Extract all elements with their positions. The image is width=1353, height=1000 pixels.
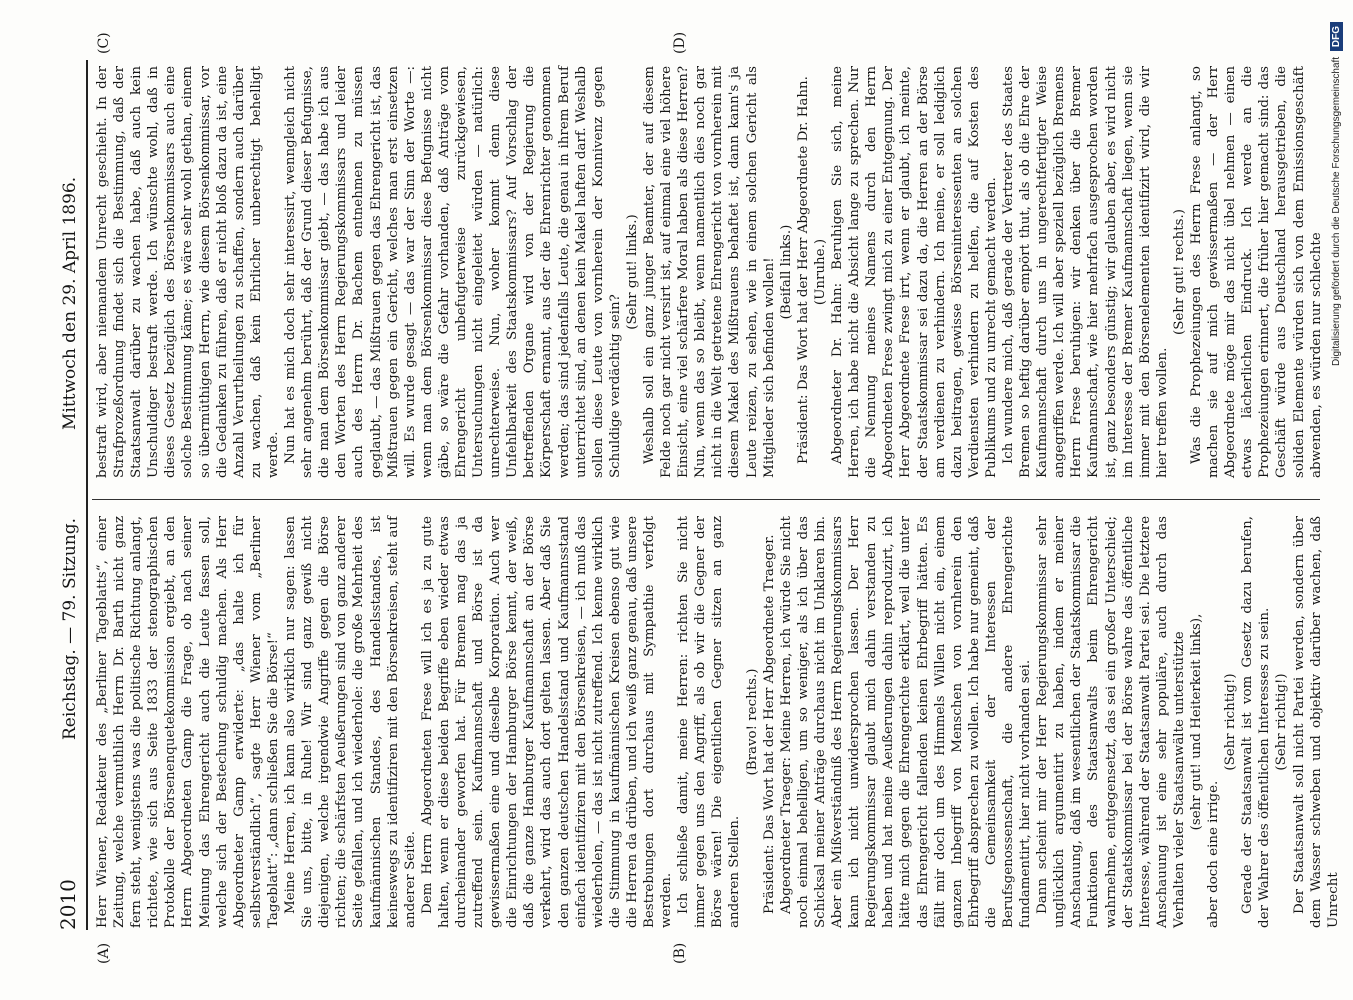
paragraph: Was die Prophezeiungen des Herrn Frese anlangt, so machen sie auf mich gewissermaßen — der Herr Abgeordnete möge mir das nicht übel nehmen — einen etwas lächerlichen Eindruck. Ich werde an die Prophezeiungen erinnert, die früher hier gemacht sind: das Geschäft würde aus Deutschland herausgetrieben, die soliden Elemente würden sich von dem Emissionsgeschäft abwenden, es würden nur schlechte	[1189, 66, 1324, 478]
interjection: (Unruhe.)	[812, 238, 828, 306]
interjection: (Beifall links.)	[778, 224, 794, 320]
margin-marker-d: (D)	[672, 31, 688, 54]
interjection: (Sehr richtig!)	[1274, 673, 1290, 771]
paragraph: Dann scheint mir der Herr Regierungskommissar sehr unglücklich argumentirt zu haben, indem er meiner Anschauung, daß im wesentlichen der Staatskommissar die Funktionen des Staatsanwalts beim Ehrengericht wahrnehme, entgegensetzt, das sei ein großer Unterschied; der Staatskommissar bei der Börse wahre das öffentliche Interesse, während der Staatsanwalt Partei sei. Die letztere Anschauung ist eine sehr populäre, auch durch das Verhalten vieler Staatsanwälte unterstützte	[1035, 516, 1187, 928]
paragraph: Ich wundere mich, daß gerade der Vertreter des Staates Bremen so heftig darüber empört thut, als ob die Ehre der Kaufmannschaft durch uns in ungerechtfertigter Weise angegriffen werde. Ich will aber speziell bezüglich Bremens Herrn Frese beruhigen: wir denken über die Bremer Kaufmannschaft, wie hier mehrfach ausgesprochen worden ist, ganz besonders günstig; wir glauben aber, es wird nicht im Interesse der Bremer Kaufmannschaft liegen, wenn sie immer mit den Börsenelementen identifizirt wird, die wir hier treffen wollen.	[1000, 66, 1170, 478]
paragraph: Dem Herrn Abgeordneten Frese will ich es ja zu gute halten, wenn er diese beiden Begriffe eben wieder etwas durcheinander geworfen hat. Für Bremen mag das ja zutreffend sein. Kaufmannschaft und Börse ist da gewissermaßen eine und dieselbe Korporation. Auch wer die Einrichtungen der Hamburger Börse kennt, der weiß, daß die ganze Hamburger Kaufmannschaft an der Börse verkehrt, wird das auch dort gelten lassen. Aber daß Sie den ganzen deutschen Handelsstand und Kaufmannsstand einfach identifiziren mit den Börsenkreisen, — ich muß das wiederholen, — das ist nicht zutreffend. Ich kenne wirklich die Stimmung in kaufmännischen Kreisen ebenso gut wie die Herren da drüben, und ich weiß ganz genau, daß unsere Bestrebungen dort durchaus mit Sympathie verfolgt werden.	[419, 516, 675, 928]
paragraph: Gerade der Staatsanwalt ist vom Gesetz dazu berufen, der Wahrer des öffentlichen Interesses zu sein.	[1240, 516, 1273, 928]
column-divider	[92, 499, 1320, 500]
page-number: 2010	[56, 879, 80, 930]
left-column	[94, 516, 1341, 928]
paragraph: Herr Wiener, Redakteur des „Berliner Tageblatts“, einer Zeitung, welche vermuthlich Herrn Dr. Barth nicht ganz fern steht, wenigstens was die politische Richtung anlangt, richtete, wie sich aus Seite 1833 der stenographischen Protokolle der Börsenenquetekommission ergiebt, an den Herrn Abgeordneten Gamp die Frage, ob nach seiner Meinung das Ehrengericht auch die Leute fassen soll, welche sich der Bestechung schuldig machen. Als Herr Abgeordneter Gamp erwiderte: „das halte ich für selbstverständlich“, sagte Herr Wiener vom „Berliner Tageblatt“: „dann schließen Sie die Börse!“	[95, 516, 281, 928]
interjection: (Sehr richtig!)	[1223, 673, 1239, 771]
dfg-logo: DFG	[1330, 22, 1343, 51]
paragraph: Nun hat es mich doch sehr interessirt, wenngleich nicht sehr angenehm berührt, daß der Grund dieser Befugnisse, die man dem Börsenkommissar giebt, — das habe ich aus den Worten des Herrn Regierungskommissars und leider auch des Herrn Dr. Bachem entnehmen zu müssen geglaubt, — das Mißtrauen gegen das Ehrengericht ist, das Mißtrauen gegen ein Gericht, welches man erst einsetzen will. Es wurde gesagt — das war der Sinn der Worte —: wenn man dem Börsenkommissar diese Befugnisse nicht gäbe, so wäre die Gefahr vorhanden, daß Anträge vom Ehrengericht unbefugterweise zurückgewiesen, Untersuchungen nicht eingeleitet würden — natürlich: unrechterweise. Nun, woher kommt denn diese Unfehlbarkeit des Staatskommissars? Auf Vorschlag der betreffenden Organe wird von der Regierung die Körperschaft ernannt, aus der die Ehrenrichter genommen werden; das sind jedenfalls Leute, die genau in ihrem Beruf unterrichtet sind, an denen kein Makel haften darf. Weshalb sollen diese Leute von vornherein der Konnivenz gegen Schuldige verdächtig sein?	[283, 66, 623, 478]
interjection: (Sehr gut! rechts.)	[1171, 209, 1187, 336]
credit-text: Digitalisierung gefördert durch die Deutsche Forschungsgemeinschaft	[1331, 56, 1342, 366]
paragraph: aber doch eine irrige.	[1206, 780, 1222, 928]
interjection: (Bravo! rechts.)	[744, 668, 760, 776]
page-header	[40, 60, 80, 930]
paragraph: Abgeordneter Traeger: Meine Herren, ich würde Sie nicht noch einmal behelligen, um so weniger, als ich über das Schicksal meiner Anträge durchaus nicht im Unklaren bin. Aber ein Mißverständniß des Herrn Regierungskommissars kann ich nicht unwidersprochen lassen. Der Herr Regierungskommissar glaubt mich dahin verstanden zu haben und hat meine Aeußerungen dahin reproduzirt, ich hätte mich gegen die Ehrengerichte erklärt, weil die unter das Ehrengericht fallenden keinen Ehrbegriff hätten. Es fällt mir doch um des Himmels Willen nicht ein, einem ganzen Inbegriff von Menschen von vornherein den Ehrbegriff absprechen zu wollen. Ich habe nur gemeint, daß die Gemeinsamkeit der Interessen der Berufsgenossenschaft, die andere Ehrengerichte fundamentirt, hier nicht vorhanden sei.	[778, 516, 1034, 928]
interjection: (Sehr gut! links.)	[624, 214, 640, 330]
speaker-paragraph: Präsident: Das Wort hat der Herr Abgeordnete Traeger.	[761, 534, 777, 914]
header-rule	[86, 60, 88, 930]
paragraph: Meine Herren, ich kann also wirklich nur sagen: lassen Sie uns, bitte, in Ruhe! Wir sind ganz gewiß nicht diejenigen, welche irgendwie Angriffe gegen die Börse richten; die schärfsten Aeußerungen sind von ganz anderer Seite gefallen, und ich wiederhole: die große Mehrheit des kaufmännischen Standes, des Handelsstandes, ist keineswegs zu identifiziren mit den Börsenkreisen, steht auf anderer Seite.	[283, 516, 418, 928]
session-title: Reichstag. — 79. Sitzung.	[60, 517, 80, 740]
right-column	[94, 66, 1324, 478]
session-date: Mittwoch den 29. April 1896.	[60, 176, 80, 430]
paragraph: bestraft wird, aber niemandem Unrecht geschieht. In der Strafprozeßordnung findet sich die Bestimmung, daß der Staatsanwalt darüber zu wachen habe, daß auch kein Unschuldiger bestraft werde. Ich wünschte wohl, daß in dieses Gesetz bezüglich des Börsenkommissars auch eine solche Bestimmung käme; es wäre sehr wohl gethan, einem so übermüthigen Herrn, wie diesem Börsenkommissar, vor die Gedanken zu führen, daß er nicht bloß dazu da ist, eine Anzahl Verurtheilungen zu schaffen, sondern auch darüber zu wachen, daß kein Ehrlicher unberechtigt behelligt werde.	[95, 66, 281, 478]
digitization-credit	[1330, 0, 1343, 1000]
paragraph: Weshalb soll ein ganz junger Beamter, der auf diesem Felde noch gar nicht versirt ist, auf einmal eine viel höhere Einsicht, eine viel schärfere Moral haben als diese Herren? Nun, wenn das so bleibt, wenn namentlich dies noch gar nicht in die Welt getretene Ehrengericht von vornherein mit diesem Makel des Mißtrauens behaftet ist, dann kann's ja Leute reizen, zu sehen, wie in einem solchen Gericht als Mitglieder sich befinden wollen!	[642, 66, 777, 478]
paragraph: Abgeordneter Dr. Hahn: Beruhigen Sie sich, meine Herren, ich habe nicht die Absicht lange zu sprechen. Nur die Nennung meines Namens durch den Herrn Abgeordneten Frese zwingt mich zu einer Entgegnung. Der Herr Abgeordnete Frese irrt, wenn er glaubt, ich meinte, der Staatskommissar sei dazu da, die Herren an der Börse am verdienen zu verhindern. Ich meine, er soll lediglich dazu beitragen, gewisse Börseninteressenten an solchen Verdiensten verhindern zu helfen, die auf Kosten des Publikums und zu unrecht gemacht werden.	[830, 66, 999, 478]
margin-marker-b: (B)	[672, 942, 688, 964]
paragraph: Ich schließe damit, meine Herren: richten Sie nicht immer gegen uns den Angriff, als ob wir die Gegner der Börse wären! Die eigentlichen Gegner sitzen an ganz anderen Stellen.	[676, 516, 743, 928]
margin-marker-a: (A)	[96, 942, 112, 964]
interjection: (sehr gut! und Heiterkeit links),	[1189, 613, 1204, 831]
paragraph: Der Staatsanwalt soll nicht Partei werden, sondern über dem Wasser schweben und objektiv darüber wachen, daß Unrecht	[1291, 516, 1341, 928]
speaker-paragraph: Präsident: Das Wort hat der Herr Abgeordnete Dr. Hahn.	[795, 76, 811, 464]
margin-marker-c: (C)	[96, 32, 112, 54]
